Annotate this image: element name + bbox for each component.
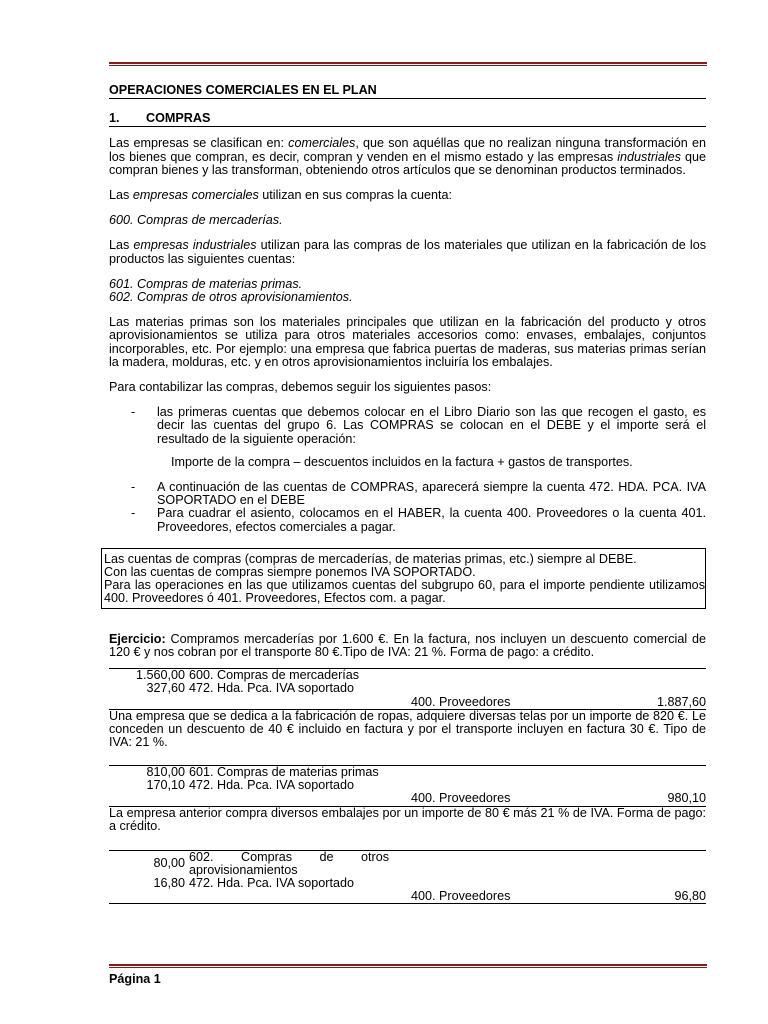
table-row: 80,00 602. Compras de otros aprovisionamientos bbox=[153, 849, 389, 877]
table-row: 16,80 472. Hda. Pca. IVA soportado bbox=[153, 875, 354, 890]
accounts-601-602: 601. Compras de materias primas. 602. Compras de otros aprovisionamientos. bbox=[109, 276, 353, 305]
exercise-3-statement: La empresa anterior compra diversos embalajes por un importe de 80 € más 21 % de IVA. Forma de pago: a crédito. bbox=[109, 805, 706, 833]
steps-list bbox=[109, 406, 706, 446]
table-row: 400. Proveedores 1.887,60 bbox=[411, 694, 706, 709]
industriales-paragraph: Las empresas industriales utilizan para las compras de los materiales que utilizan en la fabricación de los productos las siguientes cuentas: bbox=[109, 238, 707, 266]
document-body bbox=[104, 83, 707, 904]
list-item: - Para cuadrar el asiento, colocamos en el HABER, la cuenta 400. Proveedores o la cuenta 401. Proveedores, efectos comerciales a pagar. bbox=[131, 506, 706, 534]
table-row: 400. Proveedores 96,80 bbox=[411, 889, 706, 904]
table-row: 810,00 601. Compras de materias primas bbox=[146, 764, 379, 779]
table-row: 400. Proveedores 980,10 bbox=[411, 791, 706, 806]
summary-box: Las cuentas de compras (compras de mercaderías, de materias primas, etc.) siempre al DEBE. Con las cuentas de compras siempre ponemos IVA SOPORTADO. Para las operaciones en las que utilizamos cuentas del subgrupo 60, para el importe pendiente utilizamos 400. Proveedores ó 401. Proveedores, Efectos com. a pagar. bbox=[101, 548, 706, 609]
section-heading bbox=[109, 112, 706, 127]
table-row: 327,60 472. Hda. Pca. IVA soportado bbox=[146, 681, 354, 696]
page-number: Página 1 bbox=[109, 972, 161, 986]
journal-entry-2 bbox=[109, 765, 706, 807]
steps-list-2 bbox=[109, 481, 706, 534]
journal-entry-1 bbox=[109, 668, 706, 710]
list-item: - las primeras cuentas que debemos colocar en el Libro Diario son las que recogen el gasto, es decir las cuentas del grupo 6. Las COMPRAS se colocan en el DEBE y el importe será el resultado de la siguiente operación: bbox=[131, 405, 706, 446]
top-rule bbox=[109, 62, 707, 67]
formula: Importe de la compra – descuentos incluidos en la factura + gastos de transportes. bbox=[171, 454, 633, 469]
table-row: 1.560,00 600. Compras de mercaderías bbox=[135, 668, 360, 683]
section-number: 1. bbox=[109, 111, 120, 126]
account-600: 600. Compras de mercaderías. bbox=[109, 213, 283, 228]
table-row: 170,10 472. Hda. Pca. IVA soportado bbox=[146, 778, 354, 793]
section-title: COMPRAS bbox=[146, 111, 211, 126]
journal-entry-3 bbox=[109, 850, 706, 905]
exercise-statement: Ejercicio: Compramos mercaderías por 1.600 €. En la factura, nos incluyen un descuento comercial de 120 € y nos cobran por el transporte 80 €.Tipo de IVA: 21 %. Forma de pago: a crédito. bbox=[109, 631, 706, 660]
intro-paragraph: Las empresas se clasifican en: comerciales, que son aquéllas que no realizan ninguna transformación en los bienes que compran, es decir, compran y venden en el mismo estado y las empresas industriales que compran bienes y las transforman, obteniendo otros artículos que se denominan productos terminados. bbox=[109, 136, 707, 177]
exercise-2-statement: Una empresa que se dedica a la fabricación de ropas, adquiere diversas telas por un importe de 820 €. Le conceden un descuento de 40 € incluido en factura y por el transporte incluyen en factura 30 €. Tipo de IVA: 21 %. bbox=[109, 708, 706, 749]
comerciales-paragraph: Las empresas comerciales utilizan en sus compras la cuenta: bbox=[109, 188, 453, 203]
materias-paragraph: Las materias primas son los materiales principales que utilizan en la fabricación del producto y otros aprovisionamientos se utiliza para otros materiales accesorios como: envases, embalajes, conjuntos incorporables, etc. Por ejemplo: una empresa que fabrica puertas de maderas, sus materias primas serían la madera, molduras, etc. y en otros aprovisionamientos incluiría los embalajes. bbox=[109, 315, 706, 369]
bottom-rule bbox=[109, 964, 707, 969]
document-heading: OPERACIONES COMERCIALES EN EL PLAN bbox=[109, 84, 706, 99]
list-item: - A continuación de las cuentas de COMPRAS, aparecerá siempre la cuenta 472. HDA. PCA. IVA SOPORTADO en el DEBE bbox=[131, 480, 706, 508]
pasos-paragraph: Para contabilizar las compras, debemos seguir los siguientes pasos: bbox=[109, 380, 492, 395]
